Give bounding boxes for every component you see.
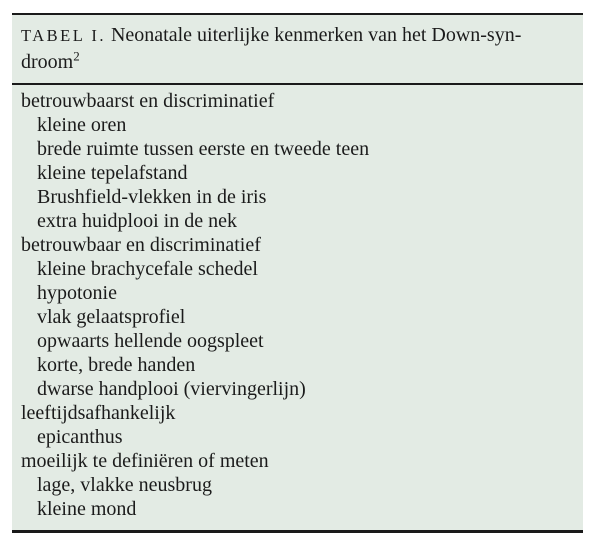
item-row: epicanthus <box>37 426 123 448</box>
item-row: lage, vlakke neusbrug <box>37 474 212 496</box>
table-caption-line2: droom <box>21 51 74 73</box>
table-number-label: TABEL I. <box>21 26 106 45</box>
caption-footnote-ref: 2 <box>73 48 80 64</box>
table-caption-line1: Neonatale uiterlijke kenmerken van het Down-syn- <box>110 24 522 46</box>
item-row: brede ruimte tussen eerste en tweede teen <box>37 138 370 160</box>
item-row: kleine tepelafstand <box>37 162 188 184</box>
item-row: kleine oren <box>37 114 127 136</box>
category-row: betrouwbaar en discriminatief <box>21 234 261 256</box>
item-row: hypotonie <box>37 282 117 304</box>
item-row: kleine mond <box>37 498 137 520</box>
table-body <box>12 85 583 530</box>
item-row: extra huidplooi in de nek <box>37 210 237 232</box>
item-row: korte, brede handen <box>37 354 196 376</box>
item-row: kleine brachycefale schedel <box>37 258 258 280</box>
item-row: Brushfield-vlekken in de iris <box>37 186 267 208</box>
item-row: vlak gelaatsprofiel <box>37 306 186 328</box>
category-row: moeilijk te definiëren of meten <box>21 450 269 472</box>
table-caption <box>12 15 583 85</box>
table-down-syndrome-features <box>12 13 583 533</box>
category-row: betrouwbaarst en discriminatief <box>21 90 275 112</box>
item-row: dwarse handplooi (viervingerlijn) <box>37 378 306 400</box>
category-row: leeftijdsafhankelijk <box>21 402 176 424</box>
item-row: opwaarts hellende oogspleet <box>37 330 264 352</box>
